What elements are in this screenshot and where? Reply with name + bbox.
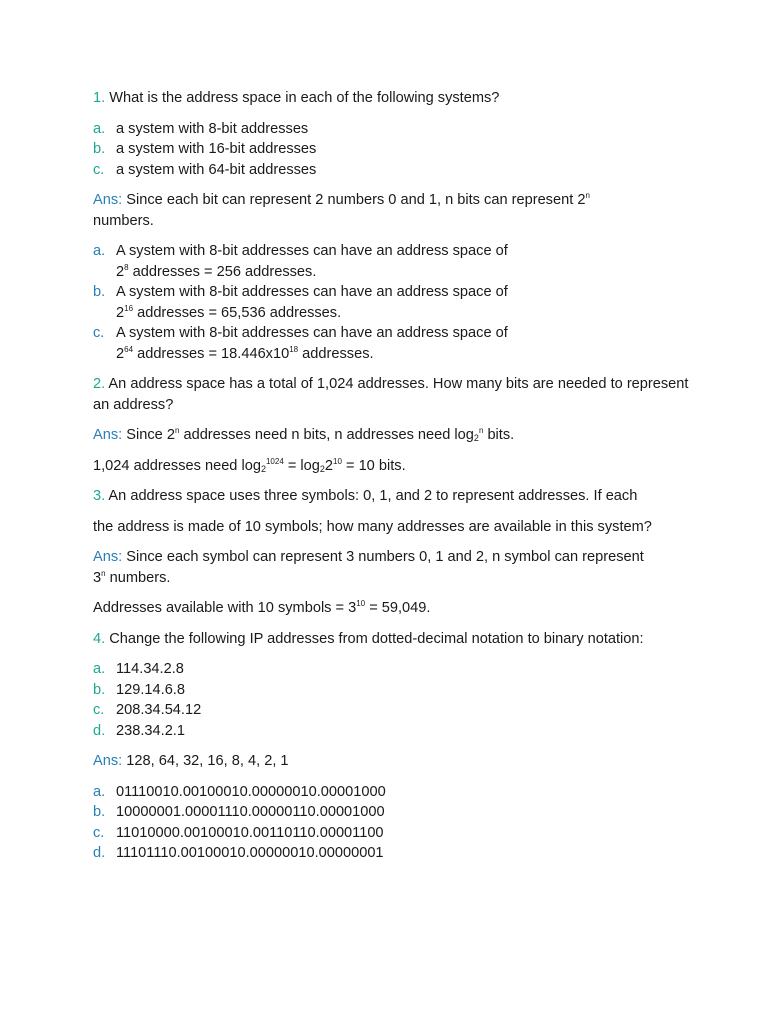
list-marker: a. bbox=[93, 120, 106, 137]
question-1 bbox=[93, 88, 708, 109]
question-3 bbox=[93, 486, 708, 507]
answer-label: Ans: bbox=[93, 192, 123, 208]
list-item bbox=[93, 680, 708, 701]
answer-1-list bbox=[93, 241, 708, 364]
power-base: 3 bbox=[93, 569, 102, 586]
superscript: n bbox=[101, 568, 106, 578]
subscript: 2 bbox=[260, 463, 266, 474]
list-text: a system with 8-bit addresses bbox=[116, 120, 309, 137]
answer-1 bbox=[93, 190, 708, 231]
list-item bbox=[93, 323, 708, 364]
list-text: 10000001.00001110.00000110.00001000 bbox=[116, 804, 385, 820]
question-4-options bbox=[93, 659, 708, 741]
list-text: a system with 64-bit addresses bbox=[116, 161, 317, 178]
list-text: 114.34.2.8 bbox=[116, 661, 184, 677]
list-text: 01110010.00100010.00000010.00001000 bbox=[116, 783, 386, 800]
answer-text: bits. bbox=[483, 427, 515, 443]
list-item bbox=[93, 282, 708, 323]
list-item bbox=[93, 843, 708, 864]
list-text: a system with 16-bit addresses bbox=[116, 141, 317, 157]
superscript: n bbox=[585, 191, 590, 200]
list-marker: a. bbox=[93, 243, 106, 259]
superscript: 64 bbox=[124, 344, 134, 354]
question-text: Change the following IP addresses from dotted-decimal notation to binary notation: bbox=[109, 630, 644, 647]
answer-label: Ans: bbox=[93, 753, 123, 769]
answer-text: addresses need n bits, n addresses need log bbox=[179, 427, 474, 443]
answer-text: Since each bit can represent 2 numbers 0 and 1, n bits can represent 2 bbox=[126, 192, 586, 208]
answer-text-tail: numbers. bbox=[93, 212, 154, 229]
list-marker: a. bbox=[93, 783, 106, 800]
list-item bbox=[93, 782, 708, 803]
question-number: 3. bbox=[93, 488, 106, 504]
list-text: addresses = 65,536 addresses. bbox=[133, 304, 342, 321]
answer-label: Ans: bbox=[93, 427, 123, 443]
calc-text: = log bbox=[283, 457, 320, 474]
calc-text: 2 bbox=[324, 457, 334, 474]
question-number: 4. bbox=[93, 630, 106, 647]
list-marker: c. bbox=[93, 702, 105, 718]
superscript: 18 bbox=[289, 344, 299, 354]
list-text: addresses = 256 addresses. bbox=[128, 263, 317, 280]
list-marker: a. bbox=[93, 661, 106, 677]
answer-3 bbox=[93, 547, 708, 588]
power-base: 2 bbox=[116, 263, 125, 280]
superscript: 10 bbox=[356, 599, 366, 608]
list-item bbox=[93, 160, 708, 181]
question-number: 2. bbox=[93, 376, 106, 392]
question-text: An address space has a total of 1,024 addresses. How many bits are needed to represent an address? bbox=[93, 376, 689, 413]
superscript: 8 bbox=[124, 262, 129, 272]
list-marker: c. bbox=[93, 824, 105, 841]
subscript: 2 bbox=[473, 433, 479, 443]
list-text: 238.34.2.1 bbox=[116, 722, 185, 739]
superscript: 10 bbox=[333, 456, 342, 466]
answer-4-list bbox=[93, 782, 708, 864]
list-marker: c. bbox=[93, 325, 105, 341]
list-marker: d. bbox=[93, 722, 106, 739]
superscript: n bbox=[174, 426, 180, 435]
answer-text-tail: numbers. bbox=[105, 569, 171, 586]
list-text: addresses. bbox=[298, 345, 374, 362]
power-base: 2 bbox=[116, 345, 125, 362]
question-3-continued: the address is made of 10 symbols; how many addresses are available in this system? bbox=[93, 518, 652, 535]
answer-text: Since 2 bbox=[126, 427, 175, 443]
question-4 bbox=[93, 629, 708, 650]
list-text: A system with 8-bit addresses can have an address space of bbox=[116, 325, 508, 341]
question-number: 1. bbox=[93, 90, 106, 106]
calc-text: Addresses available with 10 symbols = 3 bbox=[93, 600, 357, 616]
question-2 bbox=[93, 374, 708, 415]
list-item bbox=[93, 659, 708, 680]
answer-text: 128, 64, 32, 16, 8, 4, 2, 1 bbox=[126, 753, 289, 769]
list-text: 129.14.6.8 bbox=[116, 681, 185, 698]
list-text: 11101110.00100010.00000010.00000001 bbox=[116, 845, 384, 861]
calc-text: 1,024 addresses need log bbox=[93, 457, 261, 474]
list-marker: c. bbox=[93, 161, 105, 178]
answer-text: Since each symbol can represent 3 numbers 0, 1 and 2, n symbol can represent bbox=[126, 549, 644, 565]
list-item bbox=[93, 721, 708, 742]
list-text: 208.34.54.12 bbox=[116, 702, 202, 718]
answer-label: Ans: bbox=[93, 549, 123, 565]
answer-2-calculation bbox=[93, 456, 708, 477]
superscript: 1024 bbox=[265, 456, 284, 466]
answer-3-calculation bbox=[93, 598, 708, 619]
list-text: addresses = 18.446x10 bbox=[133, 345, 290, 362]
power-base: 2 bbox=[116, 304, 125, 321]
subscript: 2 bbox=[319, 463, 325, 474]
question-1-options bbox=[93, 119, 708, 181]
list-item bbox=[93, 139, 708, 160]
answer-4 bbox=[93, 751, 708, 772]
list-marker: b. bbox=[93, 284, 106, 300]
calc-text: = 10 bits. bbox=[341, 457, 406, 474]
question-text: What is the address space in each of the following systems? bbox=[109, 90, 500, 106]
list-text: 11010000.00100010.00110110.00001100 bbox=[116, 824, 384, 841]
answer-2 bbox=[93, 425, 708, 446]
list-text: A system with 8-bit addresses can have an address space of bbox=[116, 284, 508, 300]
list-marker: d. bbox=[93, 845, 106, 861]
list-item bbox=[93, 823, 708, 844]
list-marker: b. bbox=[93, 141, 106, 157]
list-marker: b. bbox=[93, 804, 106, 820]
question-text: An address space uses three symbols: 0, 1, and 2 to represent addresses. If each bbox=[108, 488, 638, 504]
superscript: 16 bbox=[124, 303, 134, 313]
list-item bbox=[93, 802, 708, 823]
calc-text: = 59,049. bbox=[365, 600, 431, 616]
list-item bbox=[93, 700, 708, 721]
list-text: A system with 8-bit addresses can have an address space of bbox=[116, 243, 508, 259]
list-marker: b. bbox=[93, 681, 106, 698]
list-item bbox=[93, 119, 708, 140]
superscript: n bbox=[478, 426, 484, 435]
list-item bbox=[93, 241, 708, 282]
